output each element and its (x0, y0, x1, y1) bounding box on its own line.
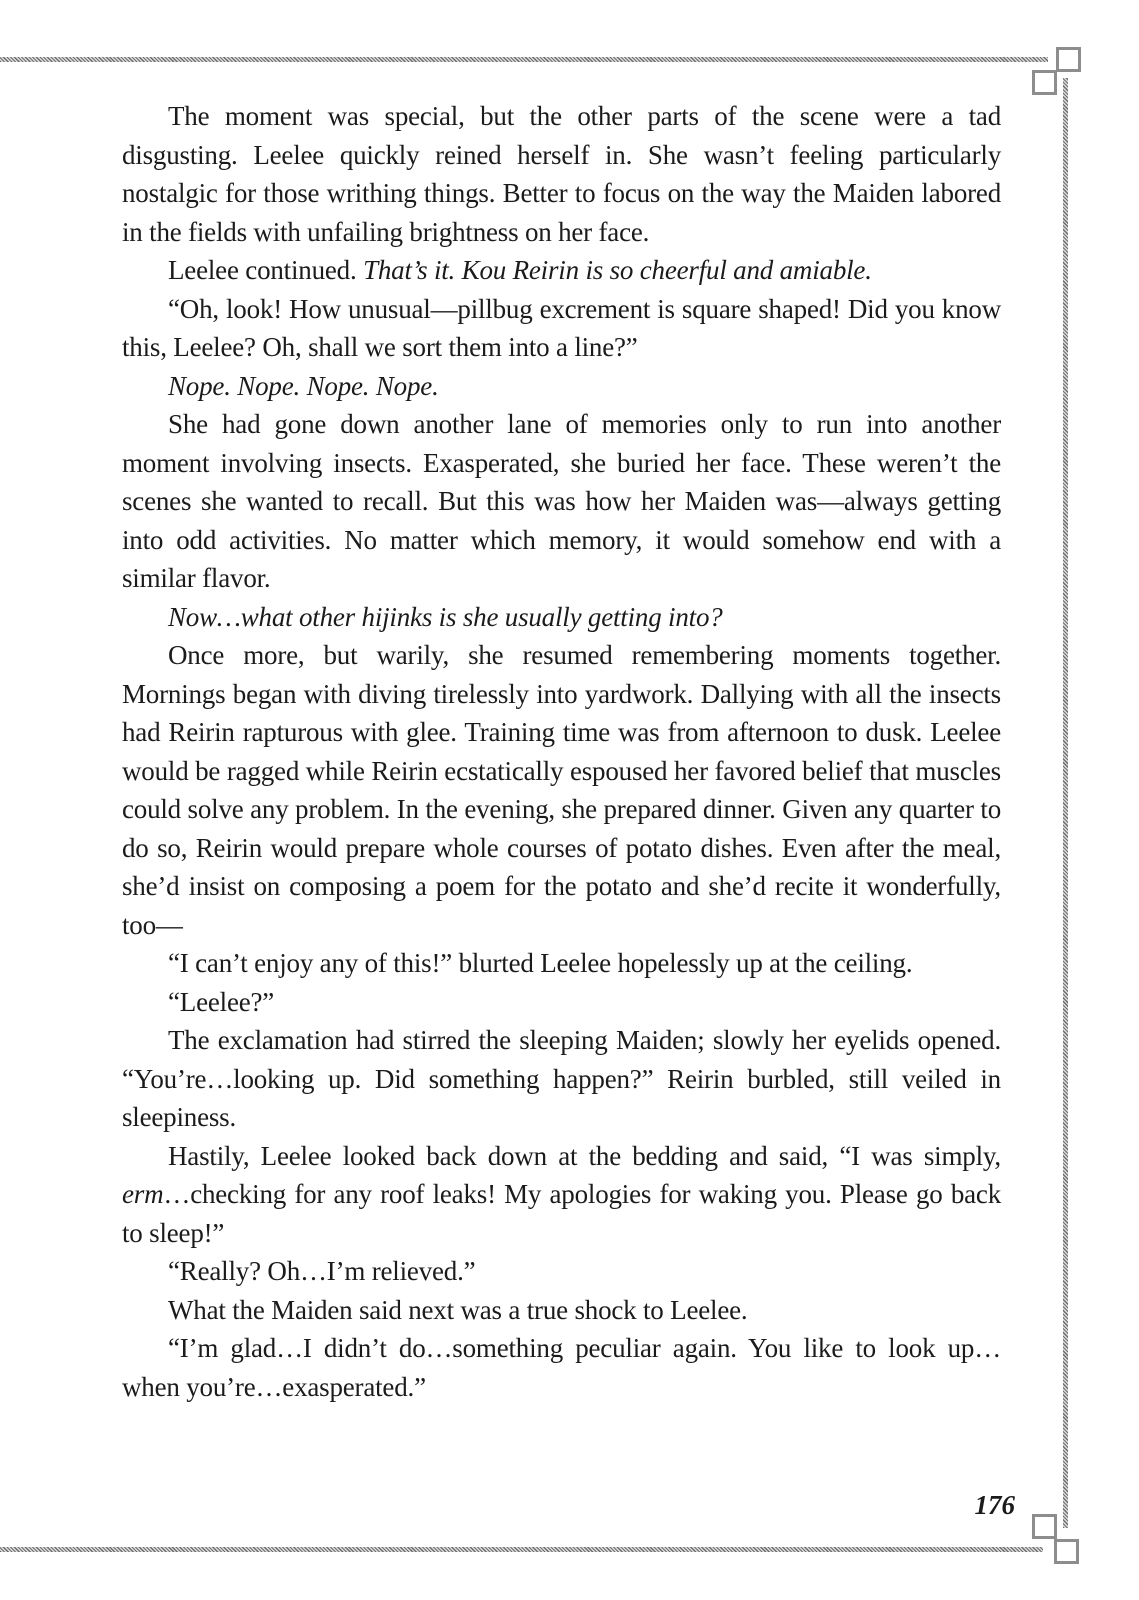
page-number: 176 (974, 1490, 1015, 1520)
paragraph-segment: The moment was special, but the other parts of the scene were a tad disgusting. Leelee quickly reined herself in. She wasn’t feeling particularly nostalgic for those writhing things. Better to focus on the way the Maiden labored in the fields with unfailing brightness on her face. (122, 101, 1001, 247)
corner-square-large-bottom-icon (1054, 1539, 1079, 1564)
paragraph-segment: The exclamation had stirred the sleeping Maiden; slowly her eyelids opened. “You’re…looking up. Did something happen?” Reirin burbled, still veiled in sleepiness. (122, 1025, 1001, 1132)
paragraph (122, 1291, 1001, 1330)
bottom-border-rule (0, 1547, 1043, 1552)
paragraph-segment: “I’m glad…I didn’t do…something peculiar again. You like to look up…when you’re…exasperated.” (122, 1333, 1001, 1402)
corner-square-large-top-icon (1056, 47, 1081, 72)
paragraph (122, 405, 1001, 598)
paragraph (122, 367, 1001, 406)
paragraph (122, 636, 1001, 944)
paragraph (122, 983, 1001, 1022)
paragraph-segment: “Leelee?” (168, 986, 275, 1017)
top-border-rule (0, 57, 1048, 62)
text-block (122, 97, 1001, 1406)
paragraph-segment: Leelee continued. (168, 255, 364, 285)
paragraph (122, 1252, 1001, 1291)
paragraph (122, 251, 1001, 290)
paragraph-segment: Hastily, Leelee looked back down at the bedding and said, “I was simply, (168, 1140, 1001, 1171)
paragraph (122, 290, 1001, 367)
paragraph (122, 598, 1001, 637)
paragraph-segment: “Oh, look! How unusual—pillbug excrement is square shaped! Did you know this, Leelee? Oh, shall we sort them into a line?” (122, 293, 1001, 362)
paragraph-segment-italic: Nope. Nope. Nope. Nope. (168, 370, 439, 401)
paragraph (122, 1329, 1001, 1406)
paragraph-segment: She had gone down another lane of memories only to run into another moment involving insects. Exasperated, she buried her face. These weren’t the scenes she wanted to recall. But this was how her Maiden was—always getting into odd activities. No matter which memory, it would somehow end with a similar flavor. (122, 409, 1001, 593)
paragraph-segment: …checking for any roof leaks! My apologies for waking you. Please go back to sleep!” (122, 1179, 1001, 1248)
paragraph (122, 97, 1001, 251)
paragraph-segment: “Really? Oh…I’m relieved.” (168, 1256, 476, 1286)
paragraph (122, 944, 1001, 983)
paragraph-segment: Once more, but warily, she resumed remembering moments together. Mornings began with diving tirelessly into yardwork. Dallying with all the insects had Reirin rapturous with glee. Training time was from afternoon to dusk. Leelee would be ragged while Reirin ecstatically espoused her favored belief that muscles could solve any problem. In the evening, she prepared dinner. Given any quarter to do so, Reirin would prepare whole courses of potato dishes. Even after the meal, she’d insist on composing a poem for the potato and she’d recite it wonderfully, too— (122, 640, 1001, 940)
paragraph-segment: What the Maiden said next was a true shock to Leelee. (168, 1294, 748, 1325)
paragraph-segment-italic: That’s it. Kou Reirin is so cheerful and amiable. (363, 255, 872, 285)
corner-square-small-bottom-icon (1032, 1514, 1057, 1539)
paragraph-segment-italic: Now…what other hijinks is she usually getting into? (168, 601, 723, 632)
corner-square-small-top-icon (1032, 70, 1057, 95)
paragraph (122, 1021, 1001, 1137)
paragraph (122, 1137, 1001, 1253)
right-border-rule (1063, 78, 1068, 1528)
paragraph-segment-italic: erm (122, 1179, 164, 1209)
paragraph-segment: “I can’t enjoy any of this!” blurted Leelee hopelessly up at the ceiling. (168, 948, 913, 978)
